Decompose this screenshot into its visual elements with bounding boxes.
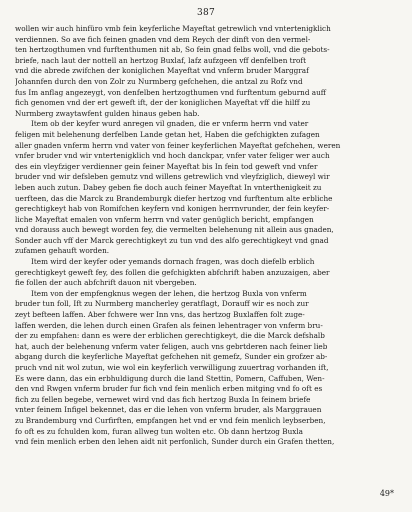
text-line: laffen werden, die lehen durch einen Grafen als feinen lehentrager von vnferm bru-: [15, 320, 323, 330]
text-line: fie follen der auch abfchrift dauon nit vbergeben.: [15, 278, 197, 288]
text-line: Item von der empfengknus wegen der lehen, die hertzog Buxla von vnferm: [31, 288, 307, 298]
text-line: fo oft es zu fchulden kom, furan allweg tun wolten etc. Ob dann hertzog Buxla: [15, 426, 303, 436]
text-line: bruder tun foll, Ift zu Nurmberg mancherley geratflagt, Dorauff wir es noch zur: [15, 299, 309, 309]
text-line: gerechtigkeyt geweft fey, des follen die gefchigkten abfchrift haben anzuzaigen, aber: [15, 267, 330, 277]
text-line: zu Brandemburg vnd Curfirften, empfangen het vnd er vnd fein menlich leybserben,: [15, 415, 326, 425]
text-line: fich zu fellen begebe, vernewet wird vnd das fich hertzog Buxla In feinem briefe: [15, 394, 311, 404]
text-line: leben auch zutun. Dabey geben fie doch auch feiner Mayeftat In vnterthenigkeit zu: [15, 182, 322, 192]
text-line: wollen wir auch hinfüro vmb fein keyferliche Mayeftat getrewlich vnd vntertenigklich: [15, 24, 331, 33]
text-line: Item wird der keyfer oder yemands dornach fragen, was doch diefelb erblich: [31, 257, 315, 267]
text-line: zeyt befteen laffen. Aber fchwere wer Inn vns, das hertzog Buxlaffen folt zuge-: [15, 310, 305, 320]
text-line: fich genomen vnd der ert geweft ift, der der koniglichen Mayeftat vff die hilff zu: [15, 98, 311, 108]
text-line: Item ob der keyfer wurd anregen vil gnaden, die er vnferm herrn vnd vater: [31, 119, 309, 129]
text-line: zufamen gehauft worden.: [15, 246, 110, 256]
text-line: den vnd Rwgen vnferm bruder fur fich vnd fein menlich erben mitging vnd fo oft es: [15, 384, 323, 394]
text-line: liche Mayeftat emalen von vnferm herrn vnd vater genüglich bericht, empfangen: [15, 214, 314, 224]
body-text: [15, 24, 401, 448]
text-line: der zu empfahen: dann es were der erblichen gerechtigkeyt, die die Marck defshalb: [15, 331, 325, 341]
text-line: verdiennen. So ave fich feinen gnaden vnd dem Reych der dinft von den vermel-: [15, 34, 311, 44]
signature-mark: 49*: [379, 489, 394, 498]
text-line: gerechtigkeyt hab von Romifchen keyfern vnd konigen herrnvrunder, der fein keyfer-: [15, 204, 330, 214]
text-line: abgang durch die keyferliche Mayeftat gefchehen nit gemefz, Sunder ein grofzer ab-: [15, 352, 328, 362]
text-line: des ein vleyfziger verdienner gein feiner Mayeftat bis In fein tod geweft vnd vnfer: [15, 161, 318, 171]
text-line: pruch vnd nit wol zutun, wie wol ein keyferlich verwilligung zuuertrag vorhanden ift,: [15, 363, 329, 372]
text-line: vnfer bruder vnd wir vntertenigklich vnd hoch danckpar, vnfer vater feliger wer auch: [15, 151, 330, 161]
text-line: Sonder auch vff der Marck gerechtigkeyt zu tun vnd des alfo gerechtigkeyt vnd gnad: [15, 235, 329, 245]
text-line: vnd die abrede zwifchen der koniglichen Mayeftat vnd vnferm bruder Marggraf: [15, 66, 309, 76]
text-line: ten hertzogthumen vnd furftenthumen nit ab, So fein gnad felbs woll, vnd die gebots-: [15, 45, 330, 55]
text-line: hat, auch der belehenung vnferm vater feligen, auch vns gebrtderen nach feiner lieb: [15, 341, 328, 351]
page-number: 387: [196, 8, 216, 18]
text-line: Johannfen durch den von Zolr zu Nurmberg gefchehen, die antzal zu Rofz vnd: [15, 76, 303, 86]
text-line: uerfteen, das die Marck zu Brandemburgk diefer hertzog vnd furftentum alte erbliche: [15, 193, 333, 203]
text-line: bruder vnd wir defsleben gemutz vnd willens getrewlich vnd vleyfziglich, dieweyl wir: [15, 172, 330, 182]
text-line: vnter feinem Infigel bekennet, das er die lehen von vnferm bruder, als Marggrauen: [15, 405, 322, 415]
text-line: aller gnaden vnferm herrn vnd vater von feiner keyferlichen Mayeftat gefchehen, weren: [15, 140, 341, 150]
text-line: fus Im anflag angezeygt, von denfelben hertzogthumen vnd furftentum geburnd auff: [15, 87, 326, 97]
text-line: briefe, nach laut der nottell an hertzog Buxlaf, lafz aufzgeen vff denfelben troft: [15, 55, 307, 65]
text-line: feligen mit belehenung derfelben Lande getan het, Haben die gefchigkten zufagen: [15, 129, 320, 139]
text-line: vnd dorauss auch bewegt worden fey, die vermelten belehenung nit allein aus gnaden,: [15, 225, 334, 235]
text-line: Nurmberg zwaytawfent gulden hinaus geben hab.: [15, 108, 200, 118]
text-line: vnd fein menlich erben den lehen aidt nit perfonlich, Sunder durch ein Grafen thetten,: [15, 437, 335, 447]
text-line: Es were dann, das ein erbhuldigung durch die land Stettin, Pomern, Caffuben, Wen-: [15, 373, 325, 383]
